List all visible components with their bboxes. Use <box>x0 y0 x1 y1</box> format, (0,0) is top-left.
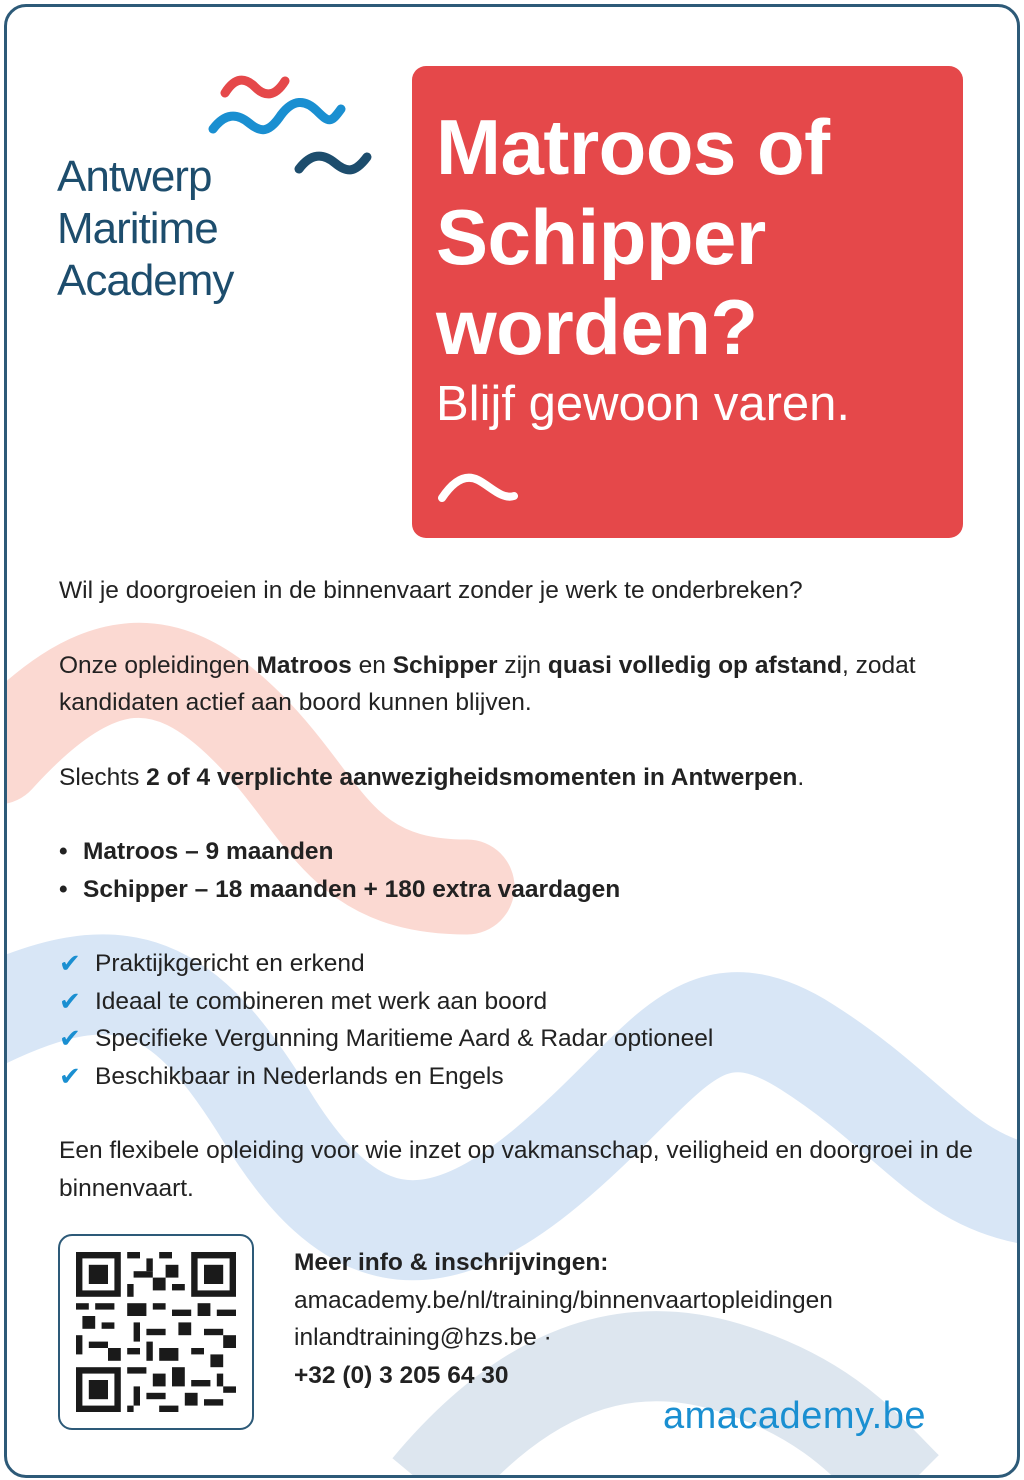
checkmark-icon: ✔ <box>59 1060 81 1091</box>
feature-item: ✔ Specifieke Vergunning Maritieme Aard & Radar optioneel <box>59 1020 979 1058</box>
hero-subtitle: Blijf gewoon varen. <box>436 377 851 431</box>
features-list <box>59 945 979 1095</box>
checkmark-icon: ✔ <box>59 948 81 978</box>
hero-title <box>436 102 956 372</box>
qr-code-icon[interactable] <box>76 1252 236 1412</box>
contact-info <box>294 1244 833 1394</box>
checkmark-icon: ✔ <box>59 985 81 1016</box>
wave-icon <box>438 470 518 504</box>
durations-list <box>59 833 979 908</box>
hero-title-line: Matroos of <box>436 103 830 191</box>
website-link[interactable]: amacademy.be <box>663 1395 926 1437</box>
attendance-paragraph: Slechts 2 of 4 verplichte aanwezigheidsmomenten in Antwerpen. <box>59 763 805 791</box>
hero-banner <box>412 66 963 538</box>
intro-text: Wil je doorgroeien in de binnenvaart zonder je werk te onderbreken? <box>59 577 803 604</box>
flyer <box>4 4 1020 1478</box>
remote-paragraph: Onze opleidingen Matroos en Schipper zijn quasi volledig op afstand, zodat kandidaten actief aan boord kunnen blijven. <box>59 651 916 716</box>
qr-code[interactable] <box>58 1234 254 1430</box>
logo-line: Maritime <box>57 204 218 253</box>
duration-item: • Matroos – 9 maanden <box>59 833 979 871</box>
logo-text <box>57 151 297 307</box>
contact-phone[interactable]: +32 (0) 3 205 64 30 <box>294 1361 509 1389</box>
contact-heading: Meer info & inschrijvingen: <box>294 1249 609 1276</box>
hero-title-line: Schipper <box>436 193 766 281</box>
logo-line: Antwerp <box>57 152 212 201</box>
feature-item: ✔ Praktijkgericht en erkend <box>59 945 979 983</box>
body-text <box>59 572 979 1207</box>
duration-item: • Schipper – 18 maanden + 180 extra vaardagen <box>59 871 979 909</box>
feature-item: ✔ Beschikbaar in Nederlands en Engels <box>59 1058 979 1096</box>
hero-title-line: worden? <box>436 283 758 371</box>
checkmark-icon: ✔ <box>59 1023 81 1053</box>
closing-text: Een flexibele opleiding voor wie inzet op vakmanschap, veiligheid en doorgroei in de binnenvaart. <box>59 1137 973 1202</box>
logo-line: Academy <box>57 256 234 305</box>
contact-email-link[interactable]: inlandtraining@hzs.be · <box>294 1324 552 1351</box>
contact-url-link[interactable]: amacademy.be/nl/training/binnenvaartopleidingen <box>294 1286 833 1314</box>
feature-item: ✔ Ideaal te combineren met werk aan boord <box>59 983 979 1021</box>
